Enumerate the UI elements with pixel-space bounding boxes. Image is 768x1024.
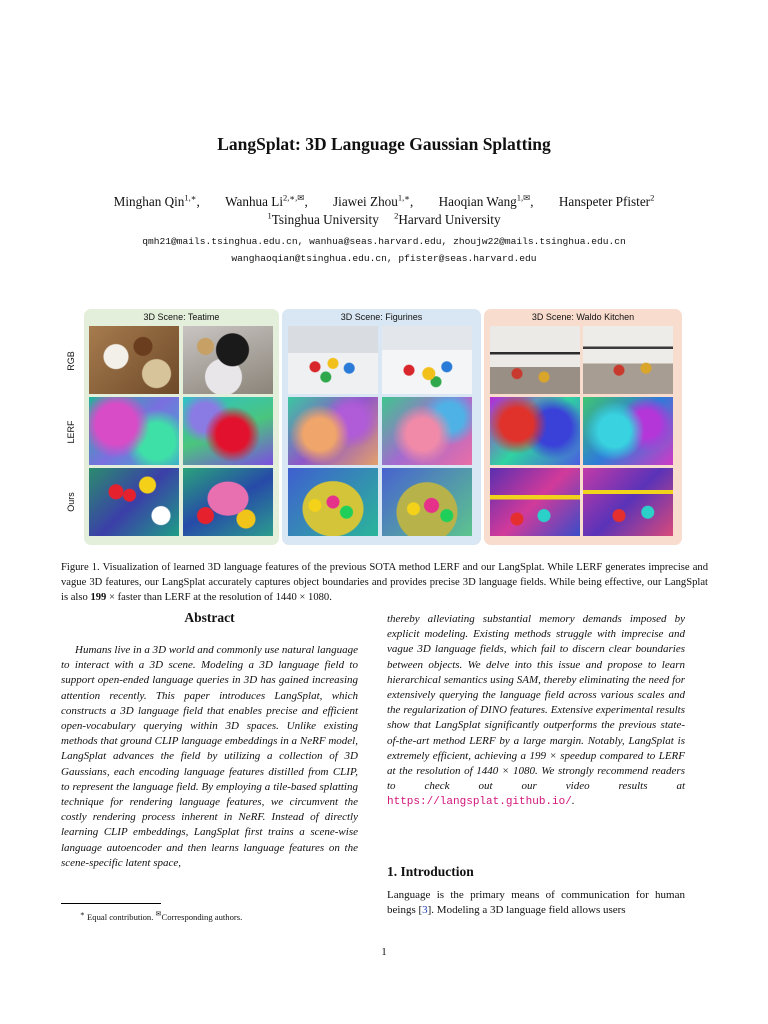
rgb-image <box>583 326 673 394</box>
scene-panel-teatime <box>84 309 279 545</box>
author: Jiawei Zhou$^{1,∗}$, <box>333 192 414 209</box>
ours-feature-map <box>490 468 580 536</box>
row-label-rgb: RGB <box>66 351 76 371</box>
intro-paragraph: Language is the primary means of communication for human beings [3]. Modeling a 3D language field allows users <box>387 889 685 917</box>
lerf-feature-map <box>288 397 378 465</box>
rgb-image <box>288 326 378 394</box>
lerf-feature-map <box>89 397 179 465</box>
rgb-image <box>183 326 273 394</box>
rgb-image <box>89 326 179 394</box>
author-list <box>0 194 768 210</box>
lerf-feature-map <box>382 397 472 465</box>
rgb-image <box>382 326 472 394</box>
section-heading-introduction: 1. Introduction <box>387 864 474 879</box>
scene-title: 3D Scene: Teatime <box>143 312 220 322</box>
footnote-rule <box>61 903 161 904</box>
scene-title: 3D Scene: Figurines <box>340 312 423 322</box>
abstract-text-left: Humans live in a 3D world and commonly use natural language to interact with a 3D scene. Modeling a 3D language field to support open-ended language queries in 3D has gained increasing attention recently. This paper introduces LangSplat, which constructs a 3D language field that enables precise and efficient open-vocabulary querying within 3D spaces. Unlike existing methods that ground CLIP language embeddings in a NeRF model, LangSplat advances the field by utilizing a collection of 3D Gaussians, each encoding language features distilled from CLIP, to represent the language field. By employing a tile-based splatting technique for rendering language features, we circumvent the costly rendering process inherent in NeRF. Instead of directly learning CLIP embeddings, LangSplat first trains a scene-wise language autoencoder and then learns language features on the scene-specific latent space, <box>61 644 358 869</box>
ours-feature-map <box>89 468 179 536</box>
rgb-image <box>490 326 580 394</box>
affiliation: $^1$Tsinghua University <box>267 210 379 227</box>
author: Haoqian Wang$^{1,✉}$, <box>438 192 534 209</box>
ours-feature-map <box>183 468 273 536</box>
lerf-feature-map <box>583 397 673 465</box>
lerf-feature-map <box>183 397 273 465</box>
figure-caption: Figure 1. Visualization of learned 3D language features of the previous SOTA method LERF and our LangSplat. While LERF generates imprecise and vague 3D features, our LangSplat accurately captures object boundaries and provides precise 3D language fields. While being effective, our LangSplat is also 199 × faster than LERF at the resolution of 1440 × 1080. <box>61 562 708 603</box>
project-url-link[interactable]: https://langsplat.github.io/ <box>387 796 572 809</box>
page-number: 1 <box>381 946 387 958</box>
affiliation: $^2$Harvard University <box>394 210 501 227</box>
scene-panel-figurines <box>282 309 481 545</box>
author: Hanspeter Pfister$^2$ <box>558 192 655 209</box>
paper-title: LangSplat: 3D Language Gaussian Splatting <box>217 134 551 154</box>
author: Wanhua $Li^{2,∗,✉}$, <box>225 192 308 209</box>
abstract-text-right: thereby alleviating substantial memory demands imposed by explicit modeling. Existing methods struggle with imprecise and vague 3D language fields, which fail to discern clear boundaries between objects. We delve into this issue and propose to learn hierarchical semantics using SAM, thereby eliminating the need for extensively querying the language field across various scales and the regularization of DINO features. Extensive experimental results show that LangSplat significantly outperforms the previous state-of-the-art method LERF by a large margin. Notably, LangSplat is extremely efficient, achieving a 199 × speedup compared to LERF at the resolution of 1440 × 1080. We strongly recommend readers to check out our video results at https://langsplat.github.io/. <box>387 613 685 809</box>
abstract-heading: Abstract <box>184 610 235 625</box>
ours-feature-map <box>288 468 378 536</box>
scene-panel-waldo-kitchen <box>484 309 682 545</box>
ours-feature-map <box>382 468 472 536</box>
citation-link[interactable]: 3 <box>422 904 428 917</box>
author-emails-line1: qmh21@mails.tsinghua.edu.cn, wanhua@seas.harvard.edu, zhoujw22@mails.tsinghua.edu.cn <box>142 236 626 247</box>
footnote: ∗ Equal contribution. ✉Corresponding authors. <box>80 910 243 922</box>
ours-feature-map <box>583 468 673 536</box>
scene-title: 3D Scene: Waldo Kitchen <box>531 312 635 322</box>
row-label-ours: Ours <box>66 492 76 512</box>
lerf-feature-map <box>490 397 580 465</box>
affiliation-list <box>0 212 768 228</box>
author-emails-line2: wanghaoqian@tsinghua.edu.cn, pfister@seas.harvard.edu <box>231 253 537 264</box>
row-label-lerf: LERF <box>66 420 76 444</box>
author: Minghan Qin$^{1,∗}$, <box>113 192 200 209</box>
